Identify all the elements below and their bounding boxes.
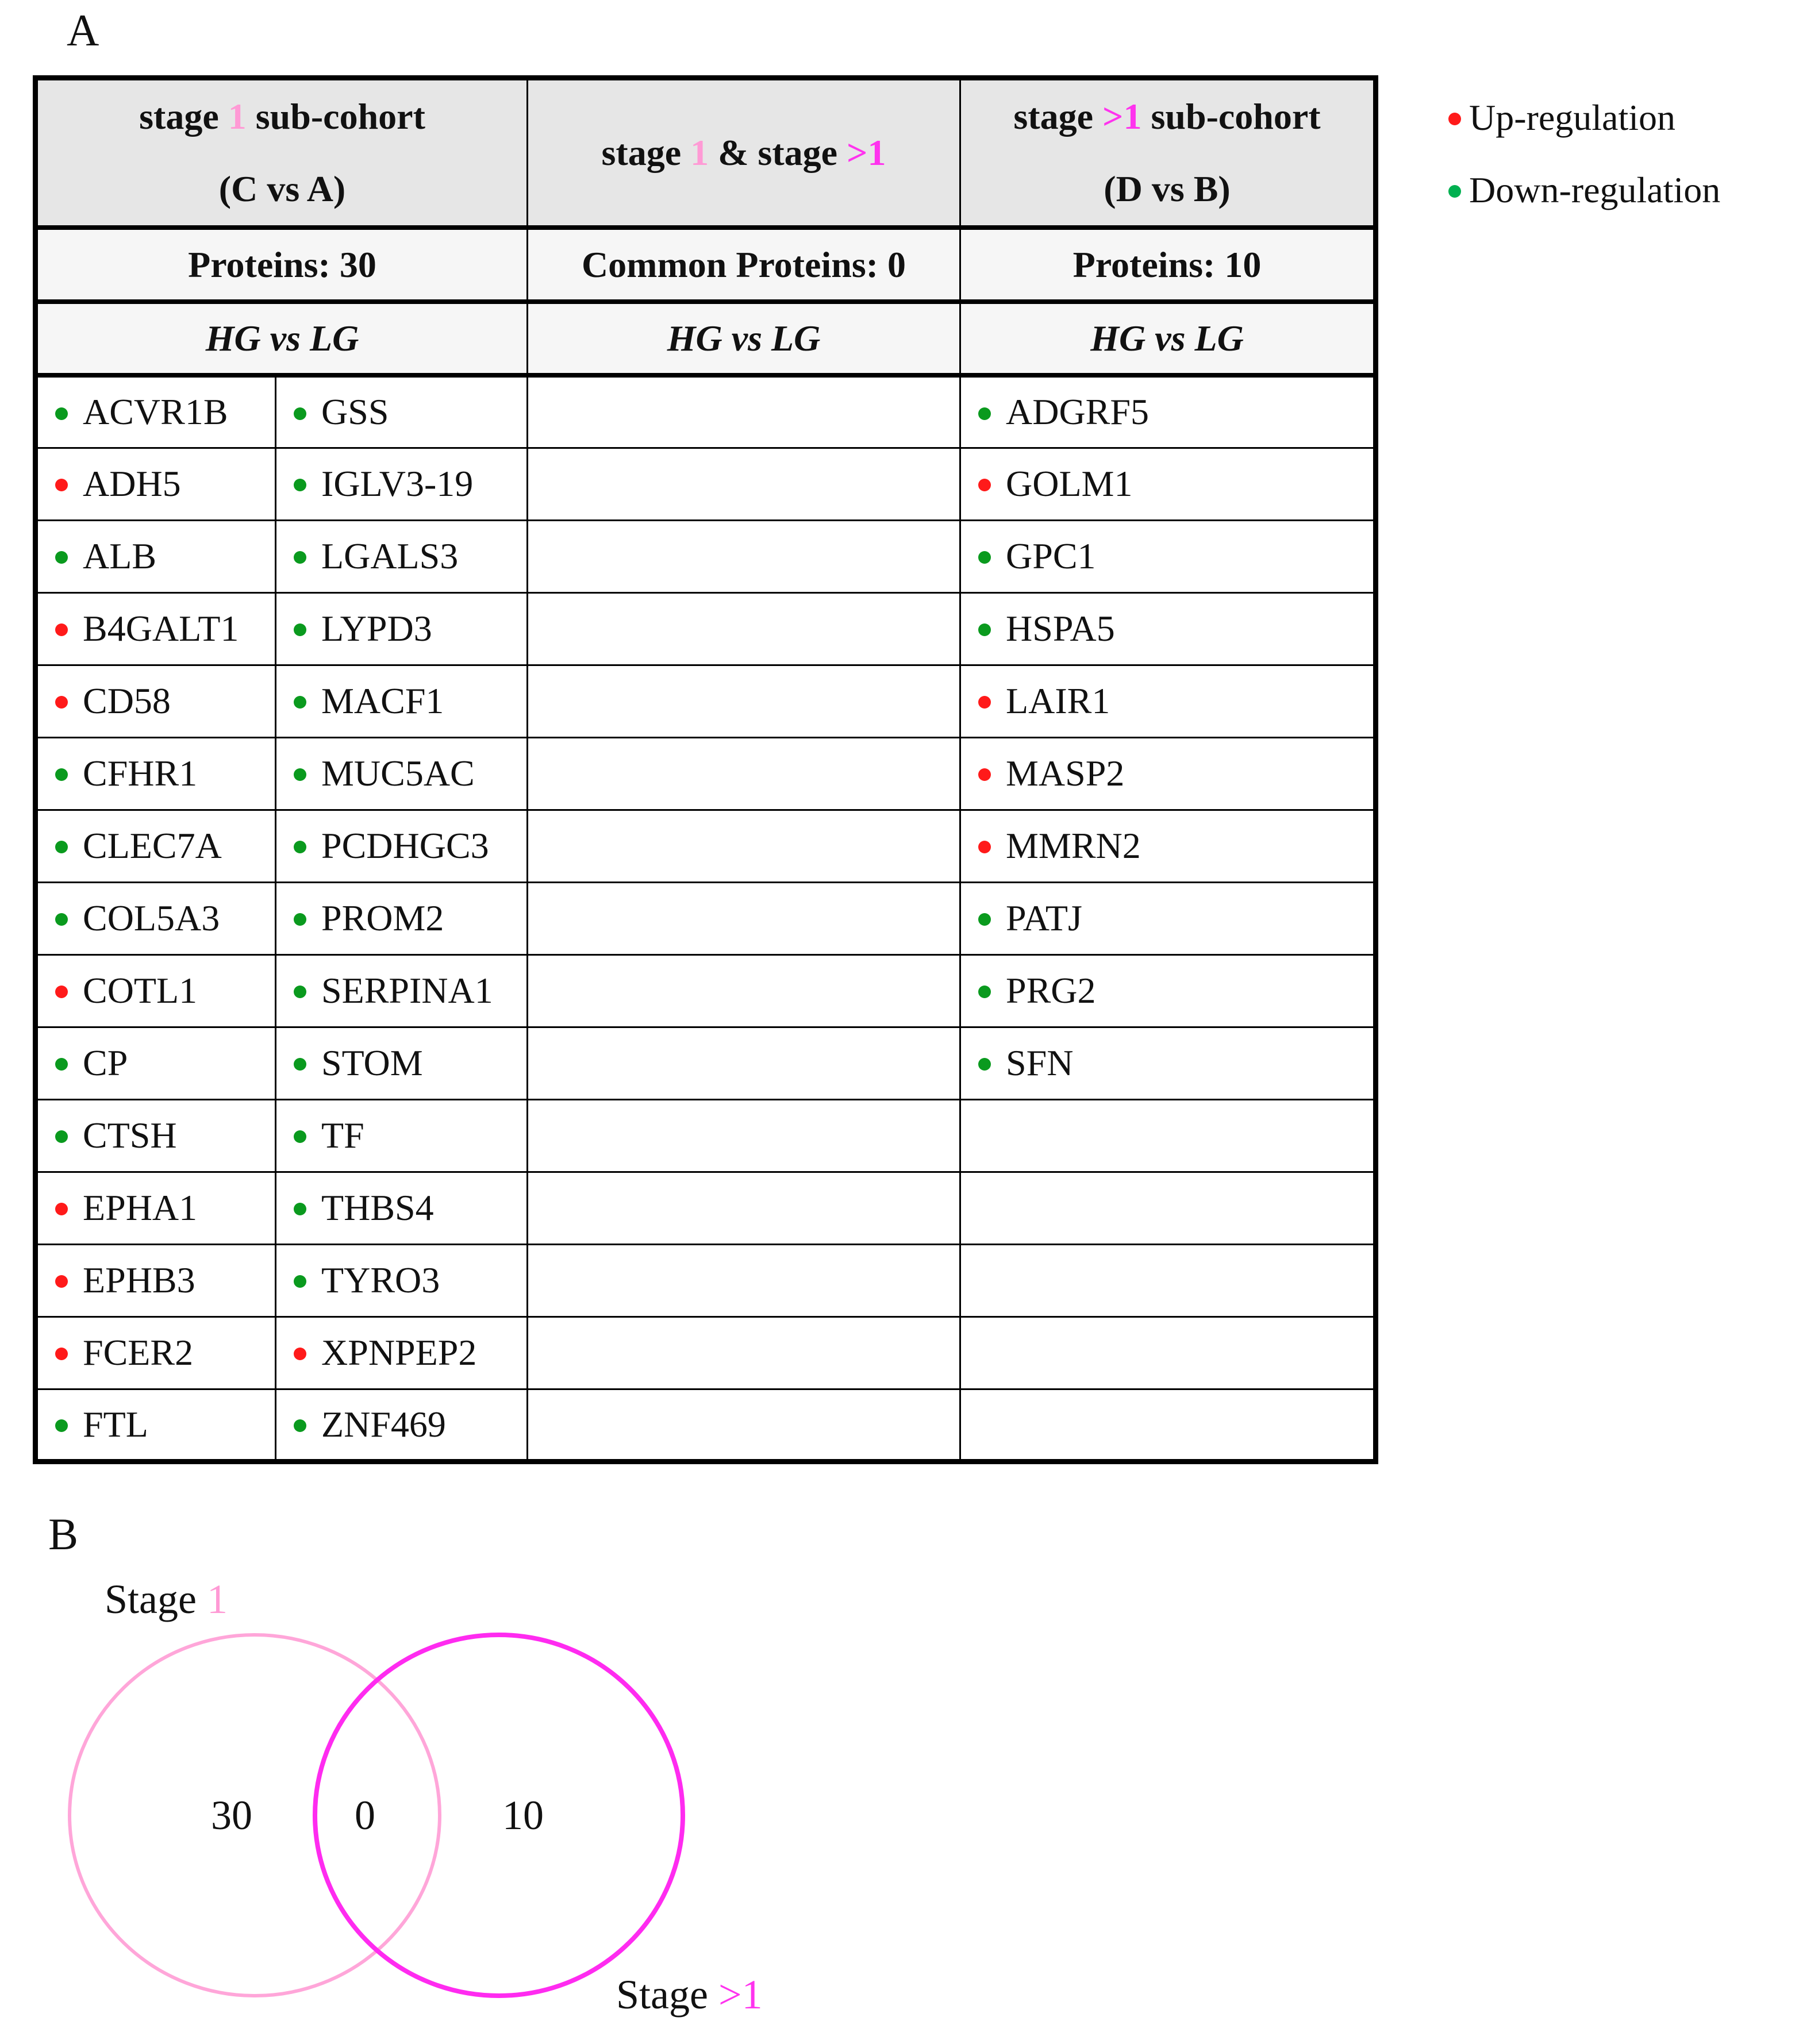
down-regulation-dot-icon: [55, 768, 68, 781]
protein-name: MACF1: [321, 680, 444, 721]
table-row: [36, 954, 1376, 1027]
protein-name: PCDHGC3: [321, 825, 489, 866]
down-regulation-dot-icon: [294, 1130, 306, 1143]
down-regulation-dot-icon: [55, 1419, 68, 1432]
protein-name: ZNF469: [321, 1403, 446, 1445]
protein-name: GSS: [321, 391, 389, 433]
protein-name: EPHA1: [83, 1187, 198, 1228]
protein-name: SFN: [1006, 1042, 1074, 1083]
up-dot-icon: [1448, 113, 1461, 125]
table-row: [36, 520, 1376, 592]
count-common: Common Proteins: 0: [528, 228, 960, 302]
protein-cell: [276, 448, 528, 520]
protein-cell: [276, 1099, 528, 1172]
down-regulation-dot-icon: [294, 623, 306, 636]
protein-cell: [960, 737, 1376, 810]
empty-cell: [960, 1099, 1376, 1172]
protein-name: CP: [83, 1042, 128, 1083]
protein-cell: [276, 810, 528, 882]
table-row: [36, 1317, 1376, 1389]
protein-cell: [276, 1244, 528, 1317]
up-regulation-dot-icon: [294, 1348, 306, 1360]
empty-cell: [528, 810, 960, 882]
empty-cell: [960, 1244, 1376, 1317]
protein-name: EPHB3: [83, 1260, 195, 1300]
protein-name: HSPA5: [1006, 608, 1115, 649]
protein-name: CFHR1: [83, 753, 198, 794]
protein-cell: [276, 375, 528, 448]
protein-cell: [36, 592, 276, 665]
protein-cell: [276, 592, 528, 665]
protein-cell: [276, 520, 528, 592]
protein-cell: [276, 1172, 528, 1244]
protein-name: ALB: [83, 536, 156, 576]
protein-cell: [276, 882, 528, 954]
venn-label-stage-gt1: Stage >1: [616, 1972, 763, 2018]
protein-cell: [36, 1317, 276, 1389]
down-regulation-dot-icon: [294, 986, 306, 998]
protein-cell: [36, 954, 276, 1027]
down-regulation-dot-icon: [294, 1203, 306, 1215]
protein-name: CTSH: [83, 1115, 177, 1156]
protein-cell: [276, 737, 528, 810]
protein-cell: [276, 954, 528, 1027]
down-regulation-dot-icon: [294, 479, 306, 491]
down-regulation-dot-icon: [55, 407, 68, 420]
table-row: [36, 1099, 1376, 1172]
protein-name: PATJ: [1006, 898, 1082, 938]
empty-cell: [528, 375, 960, 448]
empty-cell: [960, 1389, 1376, 1461]
empty-cell: [528, 592, 960, 665]
table-row: [36, 882, 1376, 954]
protein-name: STOM: [321, 1042, 423, 1083]
table-row: [36, 737, 1376, 810]
down-regulation-dot-icon: [978, 407, 991, 420]
protein-cell: [960, 375, 1376, 448]
down-regulation-dot-icon: [978, 551, 991, 564]
protein-cell: [36, 737, 276, 810]
protein-name: FCER2: [83, 1332, 194, 1373]
protein-table: [33, 75, 1378, 1464]
protein-cell: [960, 665, 1376, 737]
protein-name: MMRN2: [1006, 825, 1141, 866]
down-regulation-dot-icon: [294, 696, 306, 709]
down-regulation-dot-icon: [978, 913, 991, 926]
empty-cell: [528, 1244, 960, 1317]
protein-cell: [36, 375, 276, 448]
up-regulation-dot-icon: [55, 1275, 68, 1288]
table-row: [36, 1172, 1376, 1244]
venn-diagram: [0, 1552, 862, 2044]
protein-name: CLEC7A: [83, 825, 222, 866]
venn-label-stage1: Stage 1: [105, 1576, 228, 1622]
protein-name: PROM2: [321, 898, 444, 938]
up-regulation-dot-icon: [978, 841, 991, 853]
down-regulation-dot-icon: [294, 913, 306, 926]
up-regulation-dot-icon: [55, 479, 68, 491]
table-row: [36, 592, 1376, 665]
comparison-stage1: HG vs LG: [36, 302, 528, 375]
up-regulation-dot-icon: [55, 1203, 68, 1215]
protein-cell: [276, 665, 528, 737]
up-regulation-dot-icon: [55, 1348, 68, 1360]
down-regulation-dot-icon: [294, 407, 306, 420]
protein-cell: [36, 1172, 276, 1244]
protein-cell: [276, 1027, 528, 1099]
protein-cell: [36, 1244, 276, 1317]
venn-circle-stage1: [70, 1635, 440, 1996]
down-regulation-dot-icon: [294, 841, 306, 853]
down-regulation-dot-icon: [978, 986, 991, 998]
protein-cell: [960, 592, 1376, 665]
count-stage-gt1: Proteins: 10: [960, 228, 1376, 302]
empty-cell: [528, 448, 960, 520]
table-row: [36, 810, 1376, 882]
empty-cell: [528, 1172, 960, 1244]
protein-cell: [36, 665, 276, 737]
legend-down: [1448, 169, 1720, 211]
protein-name: TF: [321, 1115, 364, 1156]
down-regulation-dot-icon: [55, 1058, 68, 1071]
protein-name: B4GALT1: [83, 608, 239, 649]
empty-cell: [960, 1172, 1376, 1244]
protein-name: TYRO3: [321, 1260, 440, 1300]
protein-name: ADH5: [83, 463, 181, 504]
protein-cell: [276, 1317, 528, 1389]
table-row: [36, 375, 1376, 448]
protein-cell: [960, 520, 1376, 592]
empty-cell: [528, 1389, 960, 1461]
protein-cell: [36, 448, 276, 520]
panel-b-label: B: [48, 1509, 79, 1559]
empty-cell: [528, 520, 960, 592]
venn-count-stage1-only: 30: [211, 1792, 252, 1838]
protein-name: ACVR1B: [83, 391, 228, 433]
panel-a-label: A: [67, 5, 99, 55]
protein-name: GOLM1: [1006, 463, 1133, 504]
empty-cell: [528, 665, 960, 737]
header-stage-gt1: stage >1 sub-cohort (D vs B): [960, 78, 1376, 228]
protein-name: LGALS3: [321, 536, 459, 576]
down-regulation-dot-icon: [294, 551, 306, 564]
empty-cell: [528, 1027, 960, 1099]
empty-cell: [960, 1317, 1376, 1389]
table-row: [36, 1389, 1376, 1461]
protein-cell: [36, 1389, 276, 1461]
count-stage1: Proteins: 30: [36, 228, 528, 302]
table-row: [36, 1244, 1376, 1317]
protein-cell: [960, 954, 1376, 1027]
protein-cell: [960, 1027, 1376, 1099]
comparison-stage-gt1: HG vs LG: [960, 302, 1376, 375]
protein-cell: [276, 1389, 528, 1461]
protein-cell: [36, 1027, 276, 1099]
up-regulation-dot-icon: [55, 696, 68, 709]
protein-name: PRG2: [1006, 970, 1096, 1011]
legend-up-label: Up-regulation: [1469, 97, 1675, 138]
venn-count-stage-gt1-only: 10: [502, 1792, 544, 1838]
protein-name: THBS4: [321, 1187, 434, 1228]
table-row: [36, 665, 1376, 737]
down-regulation-dot-icon: [55, 913, 68, 926]
up-regulation-dot-icon: [55, 623, 68, 636]
down-regulation-dot-icon: [294, 1419, 306, 1432]
down-regulation-dot-icon: [294, 1058, 306, 1071]
empty-cell: [528, 1317, 960, 1389]
protein-name: FTL: [83, 1403, 148, 1445]
protein-cell: [36, 520, 276, 592]
protein-cell: [36, 882, 276, 954]
protein-cell: [36, 1099, 276, 1172]
header-stage1: stage 1 sub-cohort (C vs A): [36, 78, 528, 228]
legend-down-label: Down-regulation: [1469, 170, 1721, 210]
up-regulation-dot-icon: [978, 696, 991, 709]
empty-cell: [528, 1099, 960, 1172]
down-dot-icon: [1448, 185, 1461, 198]
down-regulation-dot-icon: [55, 841, 68, 853]
protein-cell: [960, 448, 1376, 520]
up-regulation-dot-icon: [978, 768, 991, 781]
protein-name: MUC5AC: [321, 753, 475, 794]
protein-name: SERPINA1: [321, 970, 493, 1011]
protein-name: COTL1: [83, 970, 198, 1011]
table-row: [36, 1027, 1376, 1099]
protein-name: ADGRF5: [1006, 391, 1149, 433]
protein-name: CD58: [83, 680, 171, 721]
comparison-common: HG vs LG: [528, 302, 960, 375]
header-common: stage 1 & stage >1: [528, 78, 960, 228]
down-regulation-dot-icon: [55, 551, 68, 564]
empty-cell: [528, 737, 960, 810]
protein-name: XPNPEP2: [321, 1332, 477, 1373]
protein-name: LYPD3: [321, 608, 432, 649]
protein-cell: [960, 882, 1376, 954]
protein-name: COL5A3: [83, 898, 220, 938]
down-regulation-dot-icon: [978, 623, 991, 636]
protein-name: GPC1: [1006, 536, 1096, 576]
venn-count-intersection: 0: [355, 1792, 375, 1838]
down-regulation-dot-icon: [294, 1275, 306, 1288]
protein-name: LAIR1: [1006, 680, 1110, 721]
table-row: [36, 448, 1376, 520]
protein-cell: [960, 810, 1376, 882]
protein-cell: [36, 810, 276, 882]
legend-up: [1448, 97, 1675, 139]
empty-cell: [528, 954, 960, 1027]
down-regulation-dot-icon: [55, 1130, 68, 1143]
up-regulation-dot-icon: [978, 479, 991, 491]
protein-name: IGLV3-19: [321, 463, 474, 504]
up-regulation-dot-icon: [55, 986, 68, 998]
down-regulation-dot-icon: [294, 768, 306, 781]
down-regulation-dot-icon: [978, 1058, 991, 1071]
protein-name: MASP2: [1006, 753, 1125, 794]
empty-cell: [528, 882, 960, 954]
